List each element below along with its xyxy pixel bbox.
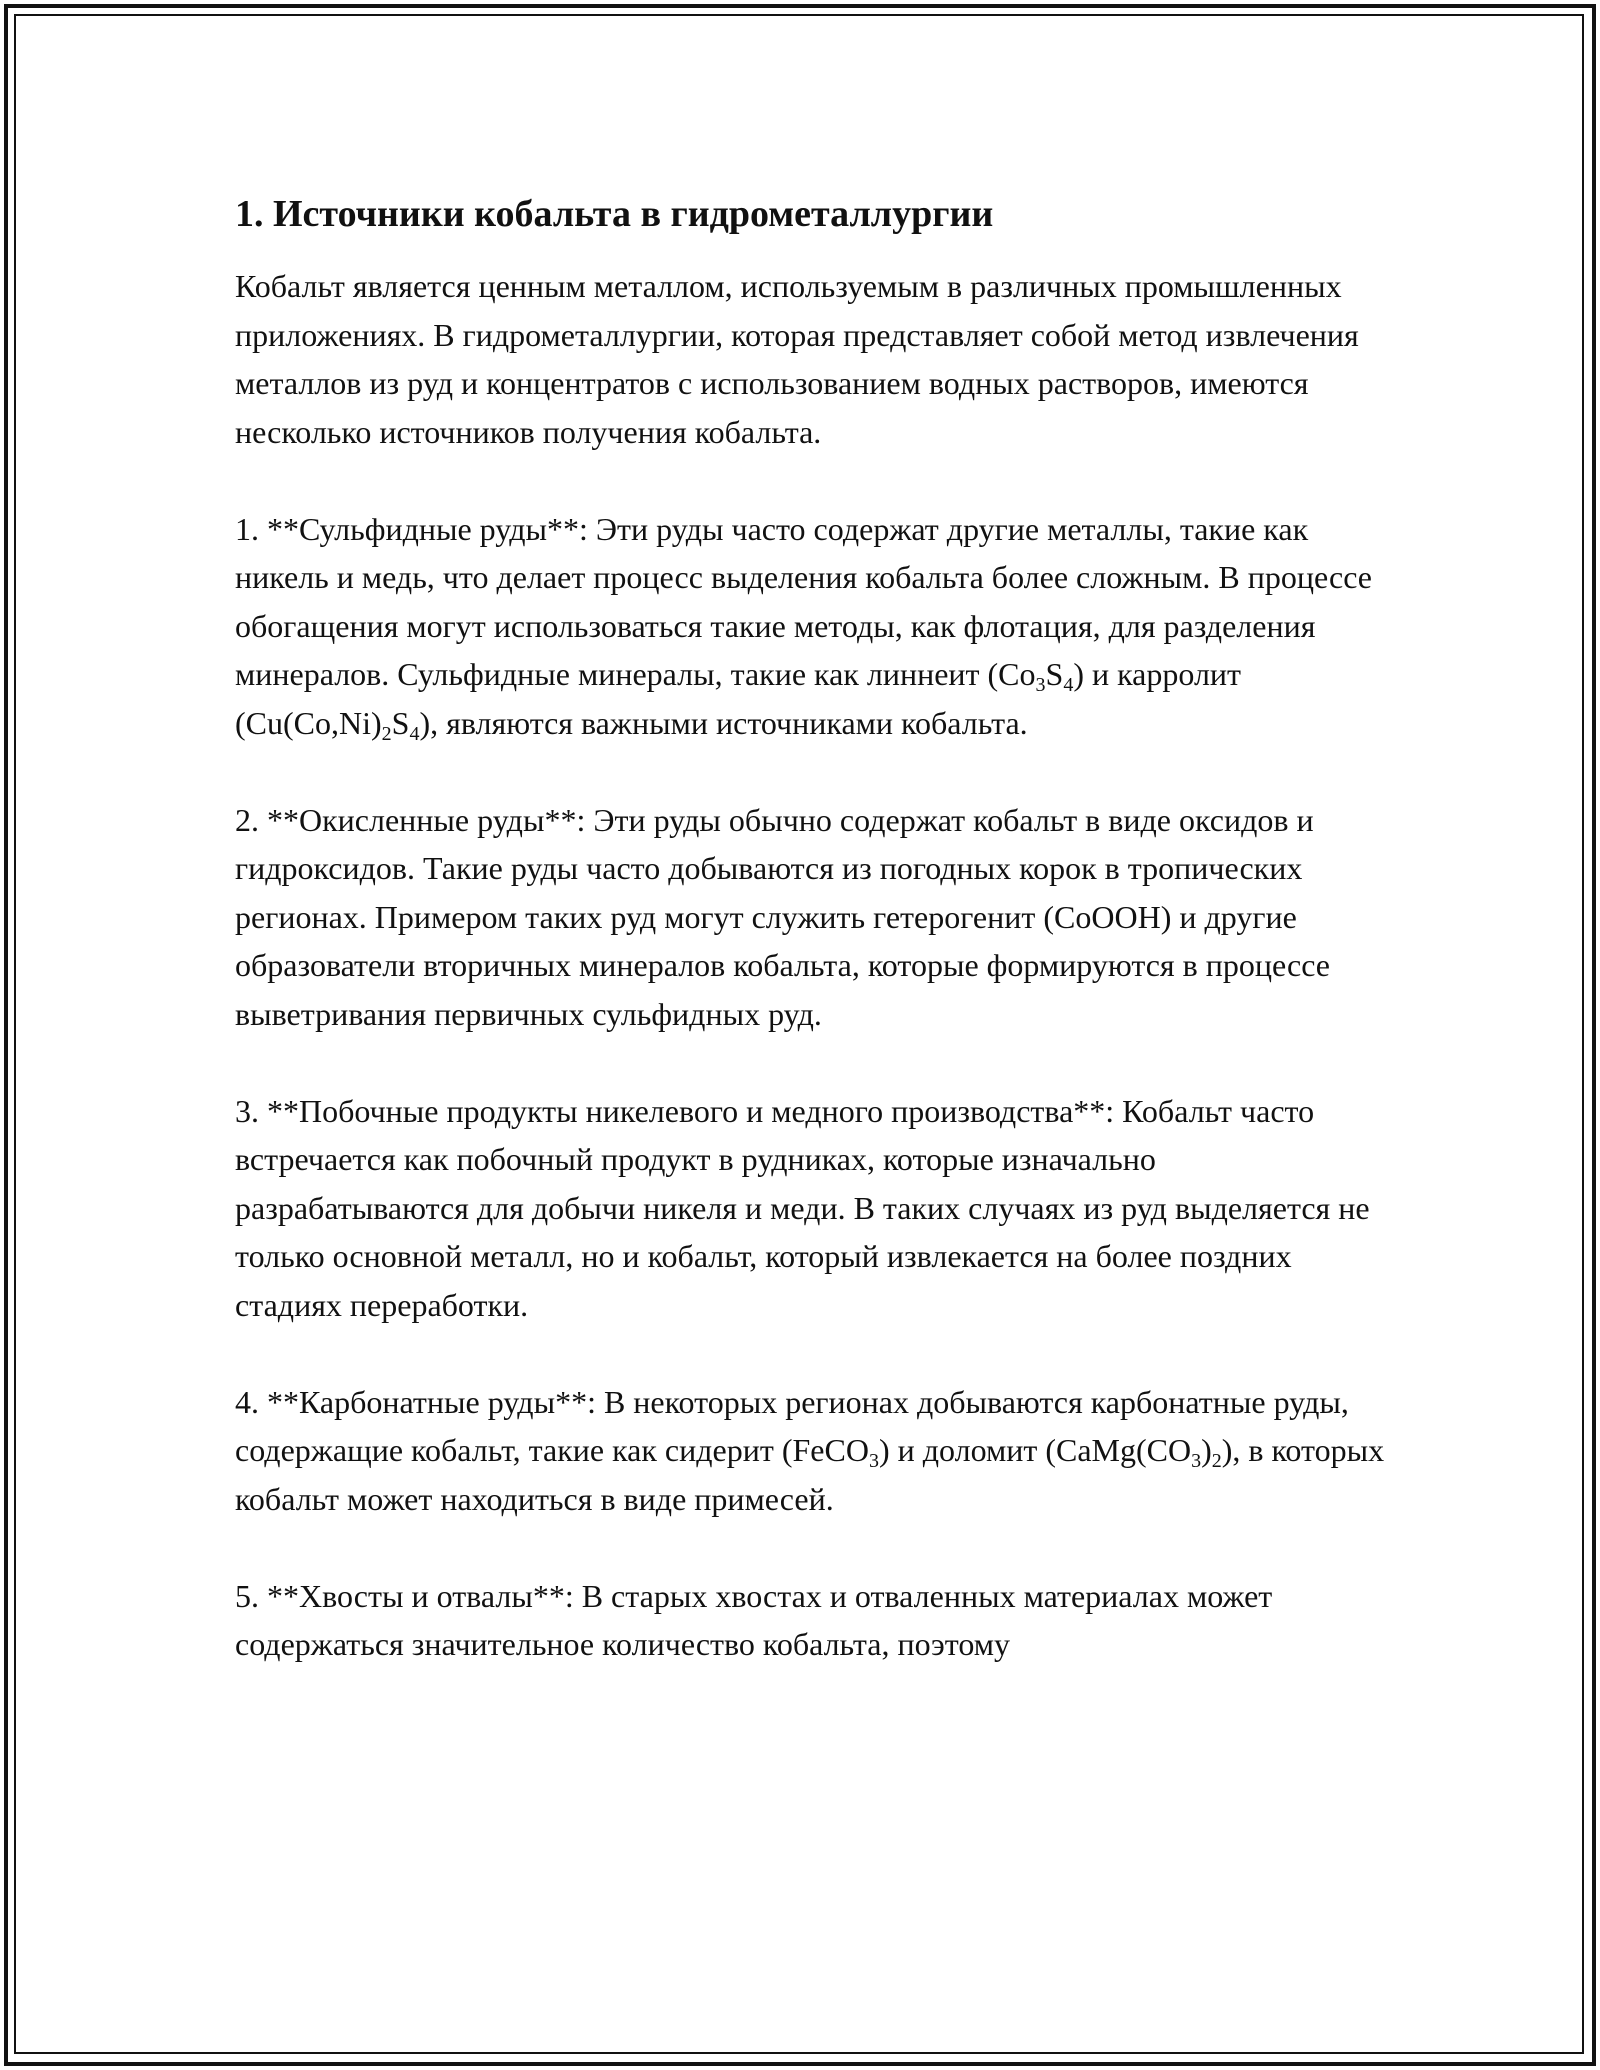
document-body [235,190,1385,1717]
section-heading: 1. Источники кобальта в гидрометаллургии [235,193,994,235]
intro-paragraph: Кобальт является ценным металлом, используемым в различных промышленных приложениях. В гидрометаллургии, которая представляет собой метод извлечения металлов из руд и концентратов с использованием водных растворов, имеются несколько источников получения кобальта. [235,268,1359,450]
item-sulfide-ores: 1. **Сульфидные руды**: Эти руды часто содержат другие металлы, такие как никель и медь, что делает процесс выделения кобальта более сложным. В процессе обогащения могут использоваться такие методы, как флотация, для разделения минералов. Сульфидные минералы, такие как линнеит $(Co_3S_4)$ и карролит $(Cu(Co,Ni)_2S_4)$, являются важными источниками кобальта. [235,510,1372,745]
item-byproducts: 3. **Побочные продукты никелевого и медного производства**: Кобальт часто встречается как побочный продукт в рудниках, которые изначально разрабатываются для добычи никеля и меди. В таких случаях из руд выделяется не только основной металл, но и кобальт, который извлекается на более поздних стадиях переработки. [235,1092,1370,1323]
item-tailings: 5. **Хвосты и отвалы**: В старых хвостах и отваленных материалах может содержаться значительное количество кобальта, поэтому [235,1577,1273,1662]
item-carbonate-ores: 4. **Карбонатные руды**: В некоторых регионах добываются карбонатные руды, содержащие кобальт, такие как сидерит (FeCO$_3$) и доломит $(CaMg(CO_3)_2)$, в которых кобальт может находиться в виде примесей. [235,1383,1385,1517]
item-oxidized-ores: 2. **Окисленные руды**: Эти руды обычно содержат кобальт в виде оксидов и гидроксидов. Такие руды часто добываются из погодных корок в тропических регионах. Примером таких руд могут служить гетерогенит (CoOOH) и другие образователи вторичных минералов кобальта, которые формируются в процессе выветривания первичных сульфидных руд. [235,801,1330,1032]
